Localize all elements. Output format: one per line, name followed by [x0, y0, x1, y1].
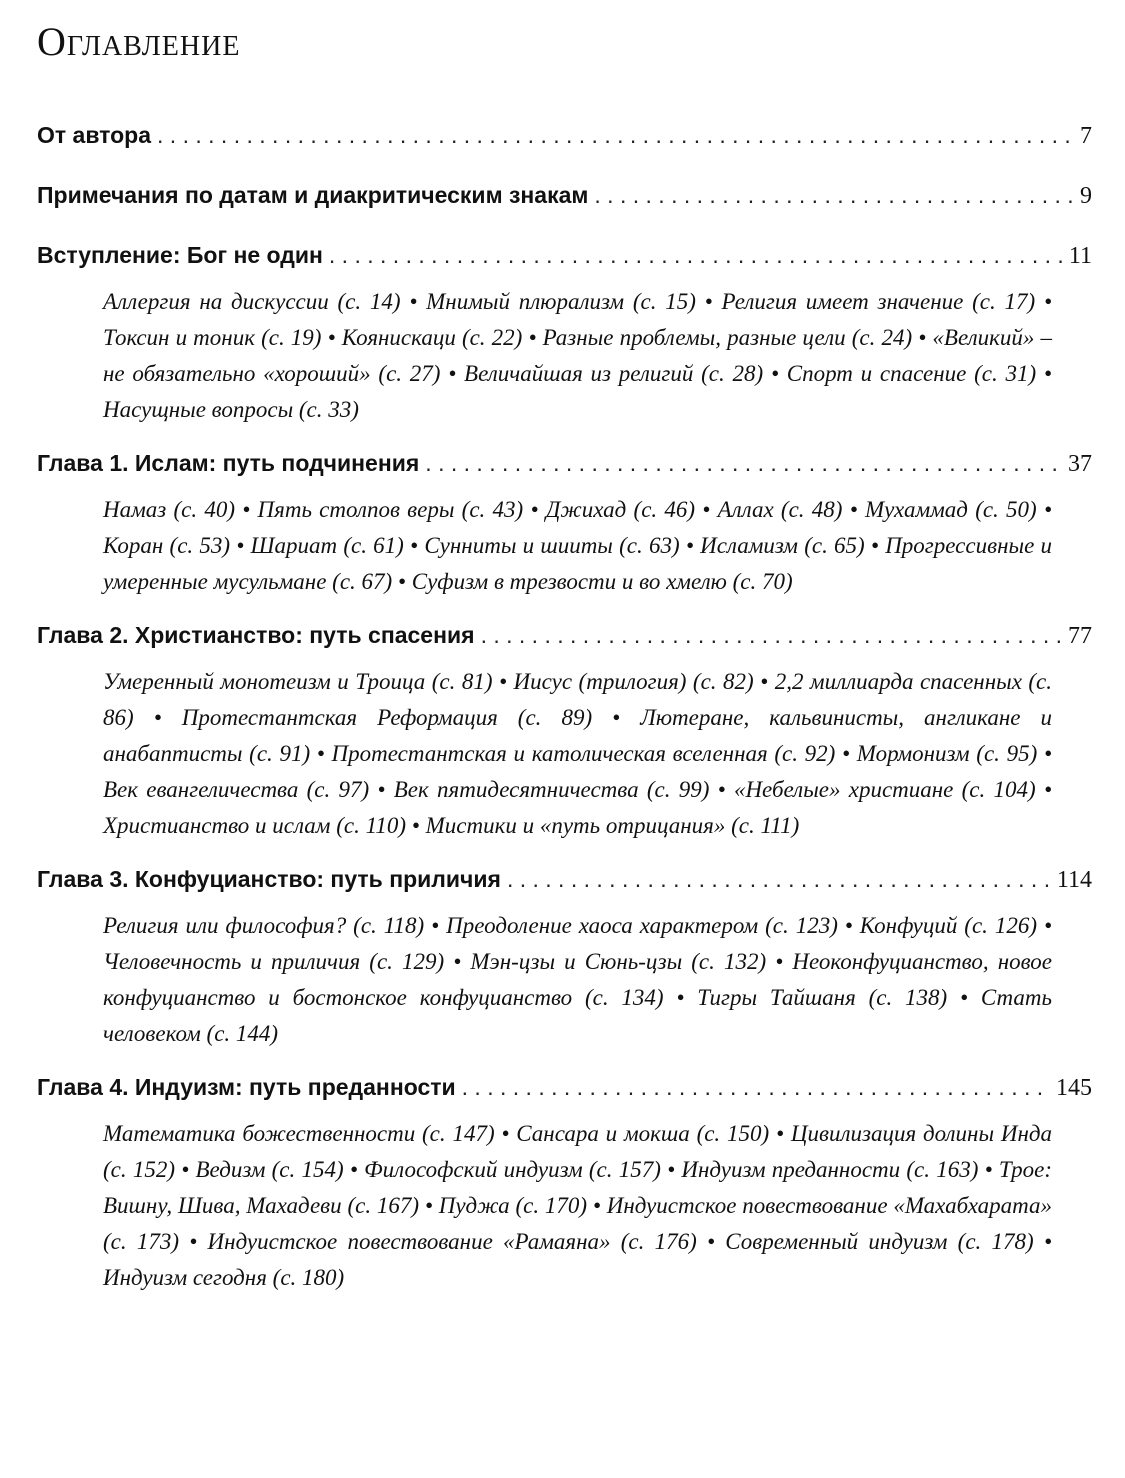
toc-entry [37, 122, 1092, 160]
toc-entry [37, 450, 1092, 600]
leader-dots [594, 182, 1074, 209]
leader-dots [507, 866, 1051, 893]
toc-entry [37, 182, 1092, 220]
toc-entry [37, 622, 1092, 844]
toc-entry [37, 1074, 1092, 1296]
toc-entry-page: 114 [1056, 867, 1092, 893]
toc-entry-topics: Намаз (с. 40) • Пять столпов веры (с. 43) • Джихад (с. 46) • Аллах (с. 48) • Мухаммад (с. 50) • Коран (с. 53) • Шариат (с. 61) • Сунниты и шииты (с. 63) • Исламизм (с. 65) • Прогрессивные и умеренные мусульмане (с. 67) • Суфизм в трезвости и во хмелю (с. 70) [103, 497, 1052, 594]
leader-dots [425, 450, 1062, 477]
toc-entry-page: 145 [1056, 1075, 1092, 1101]
toc-entry-title: Вступление: Бог не один [37, 242, 323, 268]
leader-dots [329, 242, 1063, 269]
page-title: Оглавление [37, 19, 241, 64]
toc-entry-row[interactable] [37, 182, 1092, 220]
toc-entry-title: Глава 4. Индуизм: путь преданности [37, 1074, 456, 1100]
toc-entry-topics: Умеренный монотеизм и Троица (с. 81) • Иисус (трилогия) (с. 82) • 2,2 миллиарда спасенных (с. 86) • Протестантская Реформация (с. 89) • Лютеране, кальвинисты, англикане и анабаптисты (с. 91) • Протестантская и католическая вселенная (с. 92) • Мормонизм (с. 95) • Век евангеличества (с. 97) • Век пятидесятничества (с. 99) • «Небелые» христиане (с. 104) • Христианство и ислам (с. 110) • Мистики и «путь отрицания» (с. 111) [103, 669, 1052, 838]
leader-dots [157, 122, 1074, 149]
toc-entry-page: 9 [1080, 183, 1092, 209]
toc-entry [37, 242, 1092, 428]
toc-entry-row[interactable] [37, 450, 1092, 488]
toc-entry-topics: Религия или философия? (с. 118) • Преодоление хаоса характером (с. 123) • Конфуций (с. 126) • Человечность и приличия (с. 129) • Мэн-цзы и Сюнь-цзы (с. 132) • Неоконфуцианство, новое конфуцианство и бостонское конфуцианство (с. 134) • Тигры Тайшаня (с. 138) • Стать человеком (с. 144) [103, 913, 1052, 1046]
toc-entry-page: 7 [1080, 123, 1092, 149]
toc-entry-topics: Аллергия на дискуссии (с. 14) • Мнимый плюрализм (с. 15) • Религия имеет значение (с. 17) • Токсин и тоник (с. 19) • Коянискаци (с. 22) • Разные проблемы, разные цели (с. 24) • «Великий» – не обязательно «хороший» (с. 27) • Величайшая из религий (с. 28) • Спорт и спасение (с. 31) • Насущные вопросы (с. 33) [103, 289, 1052, 422]
toc-list [37, 122, 1092, 1318]
toc-entry-row[interactable] [37, 122, 1092, 160]
toc-entry-title: Глава 2. Христианство: путь спасения [37, 622, 475, 648]
toc-entry-row[interactable] [37, 622, 1092, 660]
toc-entry-title: Глава 3. Конфуцианство: путь приличия [37, 866, 501, 892]
toc-entry-row[interactable] [37, 242, 1092, 280]
leader-dots [462, 1074, 1050, 1101]
toc-entry-page: 37 [1068, 451, 1092, 477]
toc-entry-row[interactable] [37, 1074, 1092, 1112]
toc-entry-title: Примечания по датам и диакритическим знакам [37, 182, 589, 208]
toc-entry-topics: Математика божественности (с. 147) • Сансара и мокша (с. 150) • Цивилизация долины Инда (с. 152) • Ведизм (с. 154) • Философский индуизм (с. 157) • Индуизм преданности (с. 163) • Трое: Вишну, Шива, Махадеви (с. 167) • Пуджа (с. 170) • Индуистское повествование «Махабхарата» (с. 173) • Индуистское повествование «Рамаяна» (с. 176) • Современный индуизм (с. 178) • Индуизм сегодня (с. 180) [103, 1121, 1052, 1290]
toc-entry-page: 77 [1068, 623, 1092, 649]
leader-dots [481, 622, 1062, 649]
toc-entry-title: Глава 1. Ислам: путь подчинения [37, 450, 420, 476]
toc-entry-title: От автора [37, 122, 152, 148]
toc-entry [37, 866, 1092, 1052]
toc-entry-page: 11 [1068, 243, 1092, 269]
toc-entry-row[interactable] [37, 866, 1092, 904]
